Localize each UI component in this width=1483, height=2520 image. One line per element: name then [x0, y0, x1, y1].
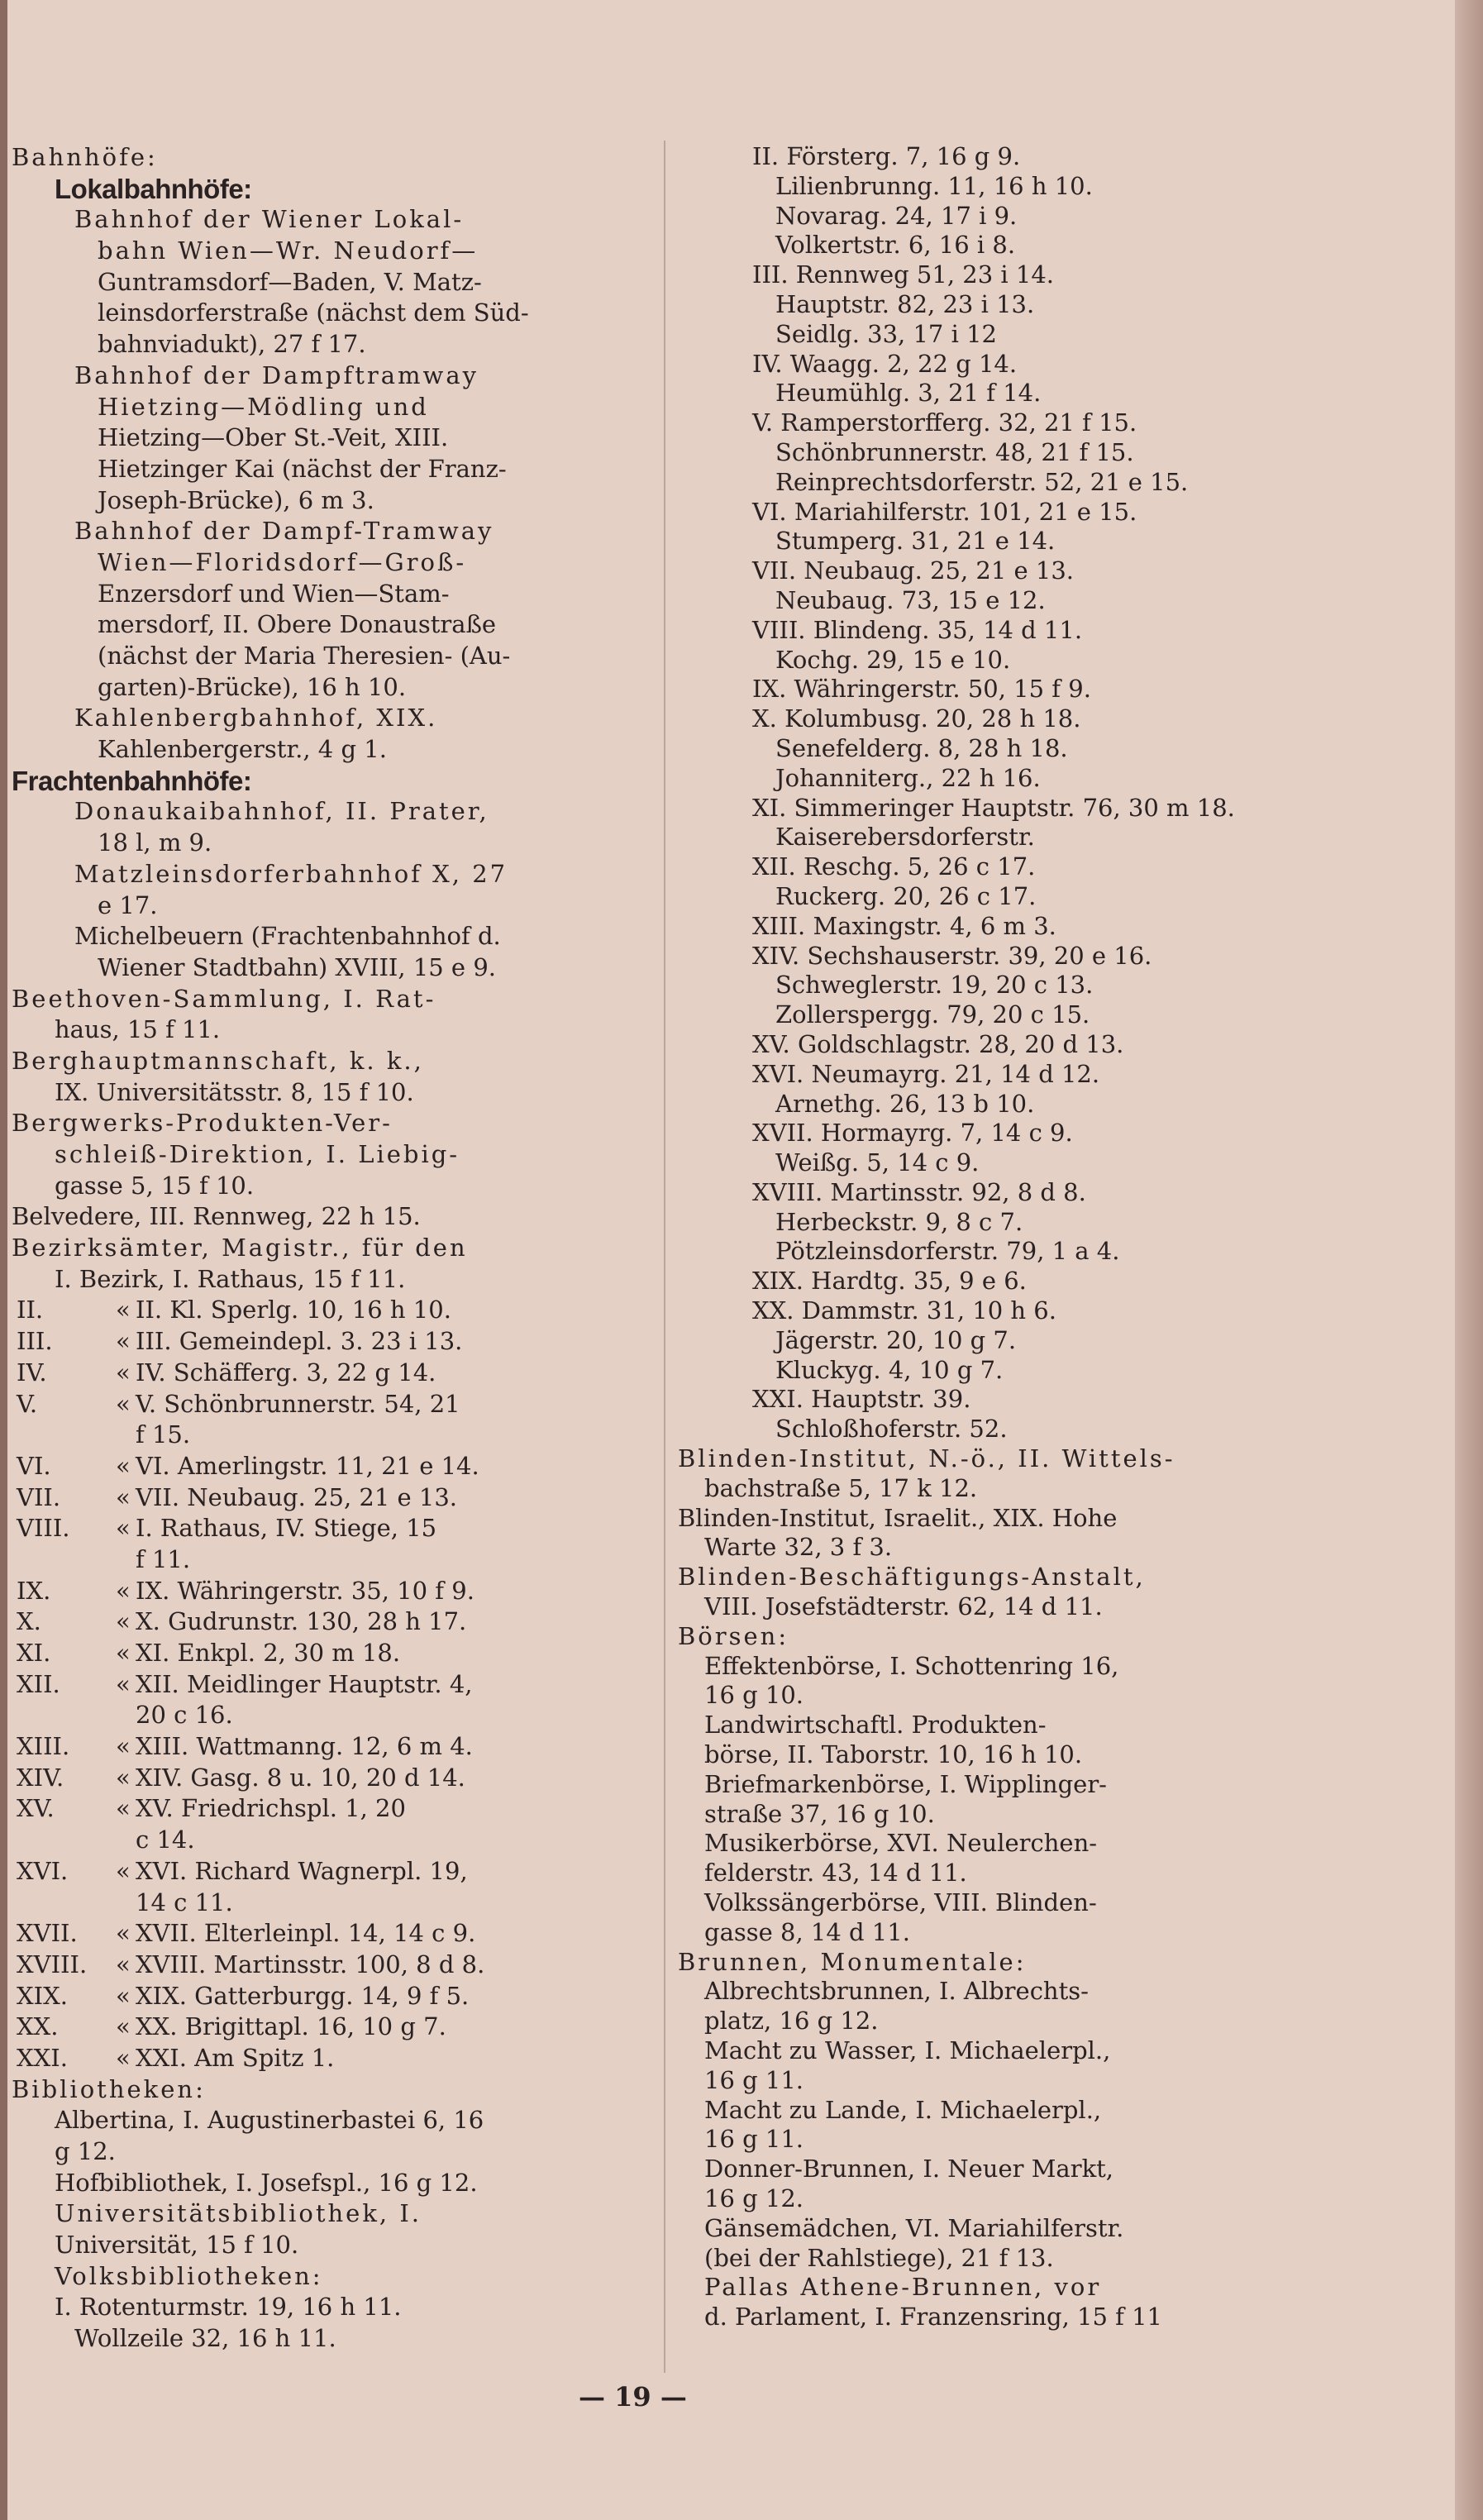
entry-line: gasse 5, 15 f 10.: [55, 1171, 255, 1200]
district-office-row: [12, 1981, 656, 2012]
entry-line: bachstraße 5, 17 k 12.: [704, 1473, 978, 1502]
district-office-address: c 14.: [136, 1826, 195, 1854]
district-number: VII.: [17, 1482, 61, 1511]
entry-line: mersdorf, II. Obere Donaustraße: [98, 610, 497, 639]
entry-line: Kahlenbergerstr., 4 g 1.: [98, 735, 387, 764]
entry-line: Effektenbörse, I. Schottenring 16,: [704, 1651, 1119, 1680]
entry-line: Heumühlg. 3, 21 f 14.: [775, 379, 1042, 408]
district-office-address: IX. Währingerstr. 35, 10 f 9.: [136, 1576, 474, 1605]
district-office-row: [12, 1544, 656, 1576]
district-number: XII.: [17, 1669, 60, 1698]
section-heading: Frachtenbahnhöfe:: [12, 765, 252, 796]
entry-line: Kaiserebersdorferstr.: [775, 823, 1035, 852]
entry-line: Wollzeile 32, 16 h 11.: [74, 2324, 336, 2353]
entry-line: Kahlenbergbahnhof, XIX.: [74, 704, 438, 733]
entry-line: bahnviadukt), 27 f 17.: [98, 330, 366, 359]
district-office-address: VI. Amerlingstr. 11, 21 e 14.: [136, 1451, 479, 1480]
entry-line: 16 g 12.: [704, 2184, 804, 2212]
entry-line: Bahnhof der Dampf-Tramway: [74, 517, 494, 546]
ditto-mark: «: [116, 2012, 131, 2041]
entry-line: Lilienbrunng. 11, 16 h 10.: [775, 171, 1093, 200]
ditto-mark: «: [116, 1669, 131, 1698]
entry-line: garten)-Brücke), 16 h 10.: [98, 672, 407, 701]
district-number: VI.: [17, 1451, 51, 1480]
district-office-row: [12, 1295, 656, 1326]
page-left-edge: [0, 0, 7, 2520]
district-office-address: IV. Schäfferg. 3, 22 g 14.: [136, 1358, 436, 1386]
district-office-address: X. Gudrunstr. 130, 28 h 17.: [136, 1607, 467, 1636]
district-office-row: [12, 1482, 656, 1514]
district-office-row: [12, 1389, 656, 1420]
district-office-address: XXI. Am Spitz 1.: [136, 2043, 335, 2072]
entry-line: Joseph-Brücke), 6 m 3.: [98, 485, 374, 514]
district-office-address: I. Rathaus, IV. Stiege, 15: [136, 1514, 437, 1543]
entry-line: Albrechtsbrunnen, I. Albrechts-: [704, 1977, 1089, 2006]
ditto-mark: «: [116, 1576, 131, 1605]
ditto-mark: «: [116, 1482, 131, 1511]
district-number: V.: [17, 1389, 38, 1418]
entry-line: XXI. Hauptstr. 39.: [752, 1385, 971, 1414]
left-column: [12, 142, 656, 2355]
entry-line: IX. Universitätsstr. 8, 15 f 10.: [55, 1077, 414, 1106]
entry-line: g 12.: [55, 2137, 116, 2165]
entry-line: (nächst der Maria Theresien- (Au-: [98, 642, 511, 670]
district-office-address: XVI. Richard Wagnerpl. 19,: [136, 1856, 468, 1885]
page-right-edge: [1455, 0, 1483, 2520]
entry-line: Herbeckstr. 9, 8 c 7.: [775, 1207, 1023, 1236]
entry-line: Blinden-Institut, N.-ö., II. Wittels-: [678, 1444, 1175, 1473]
entry-line: XIV. Sechshauserstr. 39, 20 e 16.: [752, 941, 1152, 970]
district-office-row: [12, 1825, 656, 1856]
entry-line: Beethoven-Sammlung, I. Rat-: [12, 984, 436, 1013]
entry-line: Hofbibliothek, I. Josefspl., 16 g 12.: [55, 2168, 478, 2197]
ditto-mark: «: [116, 1451, 131, 1480]
ditto-mark: «: [116, 1794, 131, 1823]
entry-line: Brunnen, Monumentale:: [678, 1947, 1027, 1976]
district-number: II.: [17, 1296, 44, 1324]
entry-line: Musikerbörse, XVI. Neulerchen-: [704, 1829, 1098, 1858]
entry-line: Donner-Brunnen, I. Neuer Markt,: [704, 2155, 1114, 2184]
district-office-row: [12, 1358, 656, 1389]
district-office-address: XIII. Wattmanng. 12, 6 m 4.: [136, 1732, 473, 1761]
entry-line: Johanniterg., 22 h 16.: [775, 763, 1041, 792]
entry-line: gasse 8, 14 d 11.: [704, 1917, 910, 1946]
district-office-row: [12, 1513, 656, 1544]
ditto-mark: «: [116, 1981, 131, 2010]
column-divider: [664, 141, 665, 2373]
entry-line: Ruckerg. 20, 26 c 17.: [775, 881, 1037, 910]
entry-line: Schloßhoferstr. 52.: [775, 1415, 1008, 1444]
entry-line: Senefelderg. 8, 28 h 18.: [775, 733, 1068, 762]
ditto-mark: «: [116, 1763, 131, 1792]
district-number: IV.: [17, 1358, 47, 1386]
district-office-row: [12, 1856, 656, 1888]
entry-line: Pallas Athene-Brunnen, vor: [704, 2273, 1102, 2302]
entry-line: Macht zu Lande, I. Michaelerpl.,: [704, 2095, 1102, 2124]
district-office-address: XII. Meidlinger Hauptstr. 4,: [136, 1669, 473, 1698]
entry-line: Donaukaibahnhof, II. Prater,: [74, 797, 489, 826]
entry-line: Novarag. 24, 17 i 9.: [775, 201, 1018, 230]
entry-line: Blinden-Beschäftigungs-Anstalt,: [678, 1563, 1146, 1592]
ditto-mark: «: [116, 1607, 131, 1636]
district-office-row: [12, 1451, 656, 1482]
entry-line: Hietzing—Mödling und: [98, 392, 429, 421]
section-heading: Lokalbahnhöfe:: [55, 173, 252, 204]
ditto-mark: «: [116, 1639, 131, 1667]
entry-line: Bahnhof der Dampftramway: [74, 360, 479, 389]
district-office-row: [12, 1731, 656, 1763]
entry-line: Bahnhof der Wiener Lokal-: [74, 205, 465, 234]
entry-line: felderstr. 43, 14 d 11.: [704, 1859, 967, 1888]
entry-line: VIII. Blindeng. 35, 14 d 11.: [752, 615, 1083, 644]
district-office-address: XIX. Gatterburgg. 14, 9 f 5.: [136, 1981, 470, 2010]
entry-line: Volkertstr. 6, 16 i 8.: [775, 231, 1016, 260]
district-number: XXI.: [17, 2043, 68, 2072]
entry-line: Wien—Floridsdorf—Groß-: [98, 547, 467, 576]
ditto-mark: «: [116, 1514, 131, 1543]
entry-line: Matzleinsdorferbahnhof X, 27: [74, 859, 508, 888]
entry-line: XIII. Maxingstr. 4, 6 m 3.: [752, 911, 1056, 940]
district-office-row: [12, 1918, 656, 1950]
district-office-row: [12, 1763, 656, 1794]
district-office-row: [12, 1700, 656, 1731]
entry-line: Hauptstr. 82, 23 i 13.: [775, 289, 1035, 318]
entry-line: Universität, 15 f 10.: [55, 2231, 299, 2260]
entry-line: Wiener Stadtbahn) XVIII, 15 e 9.: [98, 952, 496, 981]
ditto-mark: «: [116, 1950, 131, 1978]
district-office-address: XV. Friedrichspl. 1, 20: [136, 1794, 406, 1823]
entry-line: Volksbibliotheken:: [55, 2261, 323, 2290]
entry-line: XVII. Hormayrg. 7, 14 c 9.: [752, 1119, 1073, 1148]
entry-line: 16 g 11.: [704, 2065, 804, 2094]
entry-line: IX. Währingerstr. 50, 15 f 9.: [752, 675, 1091, 704]
entry-line: straße 37, 16 g 10.: [704, 1799, 935, 1828]
district-office-address: f 15.: [136, 1420, 191, 1449]
ditto-mark: «: [116, 2043, 131, 2072]
district-office-address: XI. Enkpl. 2, 30 m 18.: [136, 1639, 401, 1667]
district-office-row: [12, 1950, 656, 1981]
district-office-address: V. Schönbrunnerstr. 54, 21: [136, 1389, 460, 1418]
ditto-mark: «: [116, 1919, 131, 1948]
entry-line: Michelbeuern (Frachtenbahnhof d.: [74, 922, 501, 951]
entry-line: I. Rotenturmstr. 19, 16 h 11.: [55, 2293, 402, 2322]
district-office-row: [12, 1888, 656, 1919]
entry-line: Schweglerstr. 19, 20 c 13.: [775, 971, 1094, 1000]
entry-line: e 17.: [98, 890, 158, 919]
district-office-address: XX. Brigittapl. 16, 10 g 7.: [136, 2012, 446, 2041]
district-office-address: VII. Neubaug. 25, 21 e 13.: [136, 1482, 457, 1511]
entry-line: bahn Wien—Wr. Neudorf—: [98, 236, 479, 265]
ditto-mark: «: [116, 1389, 131, 1418]
entry-line: XVIII. Martinsstr. 92, 8 d 8.: [752, 1177, 1086, 1206]
entry-line: XI. Simmeringer Hauptstr. 76, 30 m 18.: [752, 793, 1235, 822]
district-number: XIV.: [17, 1763, 64, 1792]
entry-line: X. Kolumbusg. 20, 28 h 18.: [752, 704, 1081, 733]
district-office-address: III. Gemeindepl. 3. 23 i 13.: [136, 1327, 463, 1356]
entry-line: II. Försterg. 7, 16 g 9.: [752, 142, 1021, 170]
entry-line: Neubaug. 73, 15 e 12.: [775, 585, 1046, 614]
right-column: [678, 142, 1447, 2332]
district-office-row: [12, 2012, 656, 2043]
entry-line: Landwirtschaftl. Produkten-: [704, 1711, 1047, 1740]
entry-line: VII. Neubaug. 25, 21 e 13.: [752, 556, 1074, 585]
entry-line: III. Rennweg 51, 23 i 14.: [752, 260, 1054, 289]
entry-line: 16 g 11.: [704, 2125, 804, 2154]
entry-line: Macht zu Wasser, I. Michaelerpl.,: [704, 2036, 1111, 2064]
entry-line: XII. Reschg. 5, 26 c 17.: [752, 852, 1036, 881]
entry-line: Bahnhöfe:: [12, 143, 158, 171]
entry-line: börse, II. Taborstr. 10, 16 h 10.: [704, 1740, 1083, 1769]
entry-line: Bezirksämter, Magistr., für den: [12, 1234, 468, 1262]
district-office-row: [12, 1606, 656, 1638]
entry-line: Schönbrunnerstr. 48, 21 f 15.: [775, 437, 1134, 466]
entry-line: Stumperg. 31, 21 e 14.: [775, 527, 1056, 556]
district-office-row: [12, 1669, 656, 1701]
entry-line: Seidlg. 33, 17 i 12: [775, 319, 997, 348]
entry-line: 18 l, m 9.: [98, 828, 212, 857]
district-office-row: [12, 1420, 656, 1451]
entry-line: Hietzing—Ober St.-Veit, XIII.: [98, 423, 449, 452]
entry-line: Enzersdorf und Wien—Stam-: [98, 579, 450, 608]
district-office-address: XVII. Elterleinpl. 14, 14 c 9.: [136, 1919, 476, 1948]
entry-line: Blinden-Institut, Israelit., XIX. Hohe: [678, 1503, 1118, 1532]
entry-line: XIX. Hardtg. 35, 9 e 6.: [752, 1267, 1027, 1296]
district-office-row: [12, 1326, 656, 1358]
entry-line: leinsdorferstraße (nächst dem Süd-: [98, 298, 529, 327]
district-office-address: XVIII. Martinsstr. 100, 8 d 8.: [136, 1950, 485, 1978]
entry-line: haus, 15 f 11.: [55, 1015, 221, 1044]
district-office-address: XIV. Gasg. 8 u. 10, 20 d 14.: [136, 1763, 465, 1792]
district-number: XX.: [17, 2012, 59, 2041]
entry-line: Reinprechtsdorferstr. 52, 21 e 15.: [775, 467, 1189, 496]
entry-line: Bibliotheken:: [12, 2074, 206, 2103]
entry-line: d. Parlament, I. Franzensring, 15 f 11: [704, 2303, 1162, 2331]
district-office-row: [12, 1793, 656, 1825]
entry-line: Belvedere, III. Rennweg, 22 h 15.: [12, 1202, 421, 1231]
district-number: XVII.: [17, 1919, 78, 1948]
entry-line: Börsen:: [678, 1621, 789, 1650]
entry-line: (bei der Rahlstiege), 21 f 13.: [704, 2243, 1054, 2272]
entry-line: Hietzinger Kai (nächst der Franz-: [98, 454, 507, 483]
district-number: IX.: [17, 1576, 51, 1605]
entry-line: Jägerstr. 20, 10 g 7.: [775, 1325, 1017, 1354]
entry-line: platz, 16 g 12.: [704, 2007, 879, 2036]
entry-line: Guntramsdorf—Baden, V. Matz-: [98, 267, 482, 296]
district-number: X.: [17, 1607, 41, 1636]
entry-line: Bergwerks-Produkten-Ver-: [12, 1109, 393, 1138]
entry-line: I. Bezirk, I. Rathaus, 15 f 11.: [55, 1264, 406, 1293]
entry-line: Gänsemädchen, VI. Mariahilferstr.: [704, 2213, 1124, 2242]
ditto-mark: «: [116, 1358, 131, 1386]
district-number: III.: [17, 1327, 53, 1356]
district-office-address: 14 c 11.: [136, 1888, 233, 1916]
district-office-address: II. Kl. Sperlg. 10, 16 h 10.: [136, 1296, 451, 1324]
district-office-address: f 11.: [136, 1544, 191, 1573]
entry-line: Zollerspergg. 79, 20 c 15.: [775, 1000, 1090, 1029]
entry-line: Briefmarkenbörse, I. Wipplinger-: [704, 1769, 1107, 1798]
page-number: — 19 —: [579, 2381, 687, 2413]
ditto-mark: «: [116, 1327, 131, 1356]
entry-line: VIII. Josefstädterstr. 62, 14 d 11.: [704, 1592, 1103, 1621]
entry-line: Albertina, I. Augustinerbastei 6, 16: [55, 2106, 484, 2135]
district-office-row: [12, 1638, 656, 1669]
entry-line: VI. Mariahilferstr. 101, 21 e 15.: [752, 497, 1137, 526]
ditto-mark: «: [116, 1296, 131, 1324]
entry-line: XX. Dammstr. 31, 10 h 6.: [752, 1296, 1056, 1325]
district-office-address: 20 c 16.: [136, 1701, 233, 1730]
entry-line: Berghauptmannschaft, k. k.,: [12, 1046, 424, 1075]
district-number: XV.: [17, 1794, 55, 1823]
entry-line: Weißg. 5, 14 c 9.: [775, 1148, 980, 1177]
district-number: XIX.: [17, 1981, 68, 2010]
ditto-mark: «: [116, 1856, 131, 1885]
entry-line: Warte 32, 3 f 3.: [704, 1533, 893, 1562]
district-number: XI.: [17, 1639, 51, 1667]
entry-line: Arnethg. 26, 13 b 10.: [775, 1089, 1035, 1118]
entry-line: IV. Waagg. 2, 22 g 14.: [752, 349, 1018, 378]
entry-line: XVI. Neumayrg. 21, 14 d 12.: [752, 1059, 1100, 1088]
entry-line: Pötzleinsdorferstr. 79, 1 a 4.: [775, 1237, 1120, 1266]
entry-line: Kochg. 29, 15 e 10.: [775, 645, 1011, 674]
district-number: XVI.: [17, 1856, 69, 1885]
district-office-row: [12, 2043, 656, 2074]
ditto-mark: «: [116, 1732, 131, 1761]
entry-line: Universitätsbibliothek, I.: [55, 2199, 422, 2228]
entry-line: Volkssängerbörse, VIII. Blinden-: [704, 1888, 1097, 1917]
district-number: VIII.: [17, 1514, 70, 1543]
entry-line: 16 g 10.: [704, 1681, 804, 1710]
district-number: XVIII.: [17, 1950, 88, 1978]
entry-line: XV. Goldschlagstr. 28, 20 d 13.: [752, 1029, 1124, 1058]
district-number: XIII.: [17, 1732, 70, 1761]
entry-line: V. Ramperstorfferg. 32, 21 f 15.: [752, 408, 1137, 437]
district-office-row: [12, 1576, 656, 1607]
entry-line: schleiß-Direktion, I. Liebig-: [55, 1140, 460, 1168]
entry-line: Kluckyg. 4, 10 g 7.: [775, 1355, 1004, 1384]
